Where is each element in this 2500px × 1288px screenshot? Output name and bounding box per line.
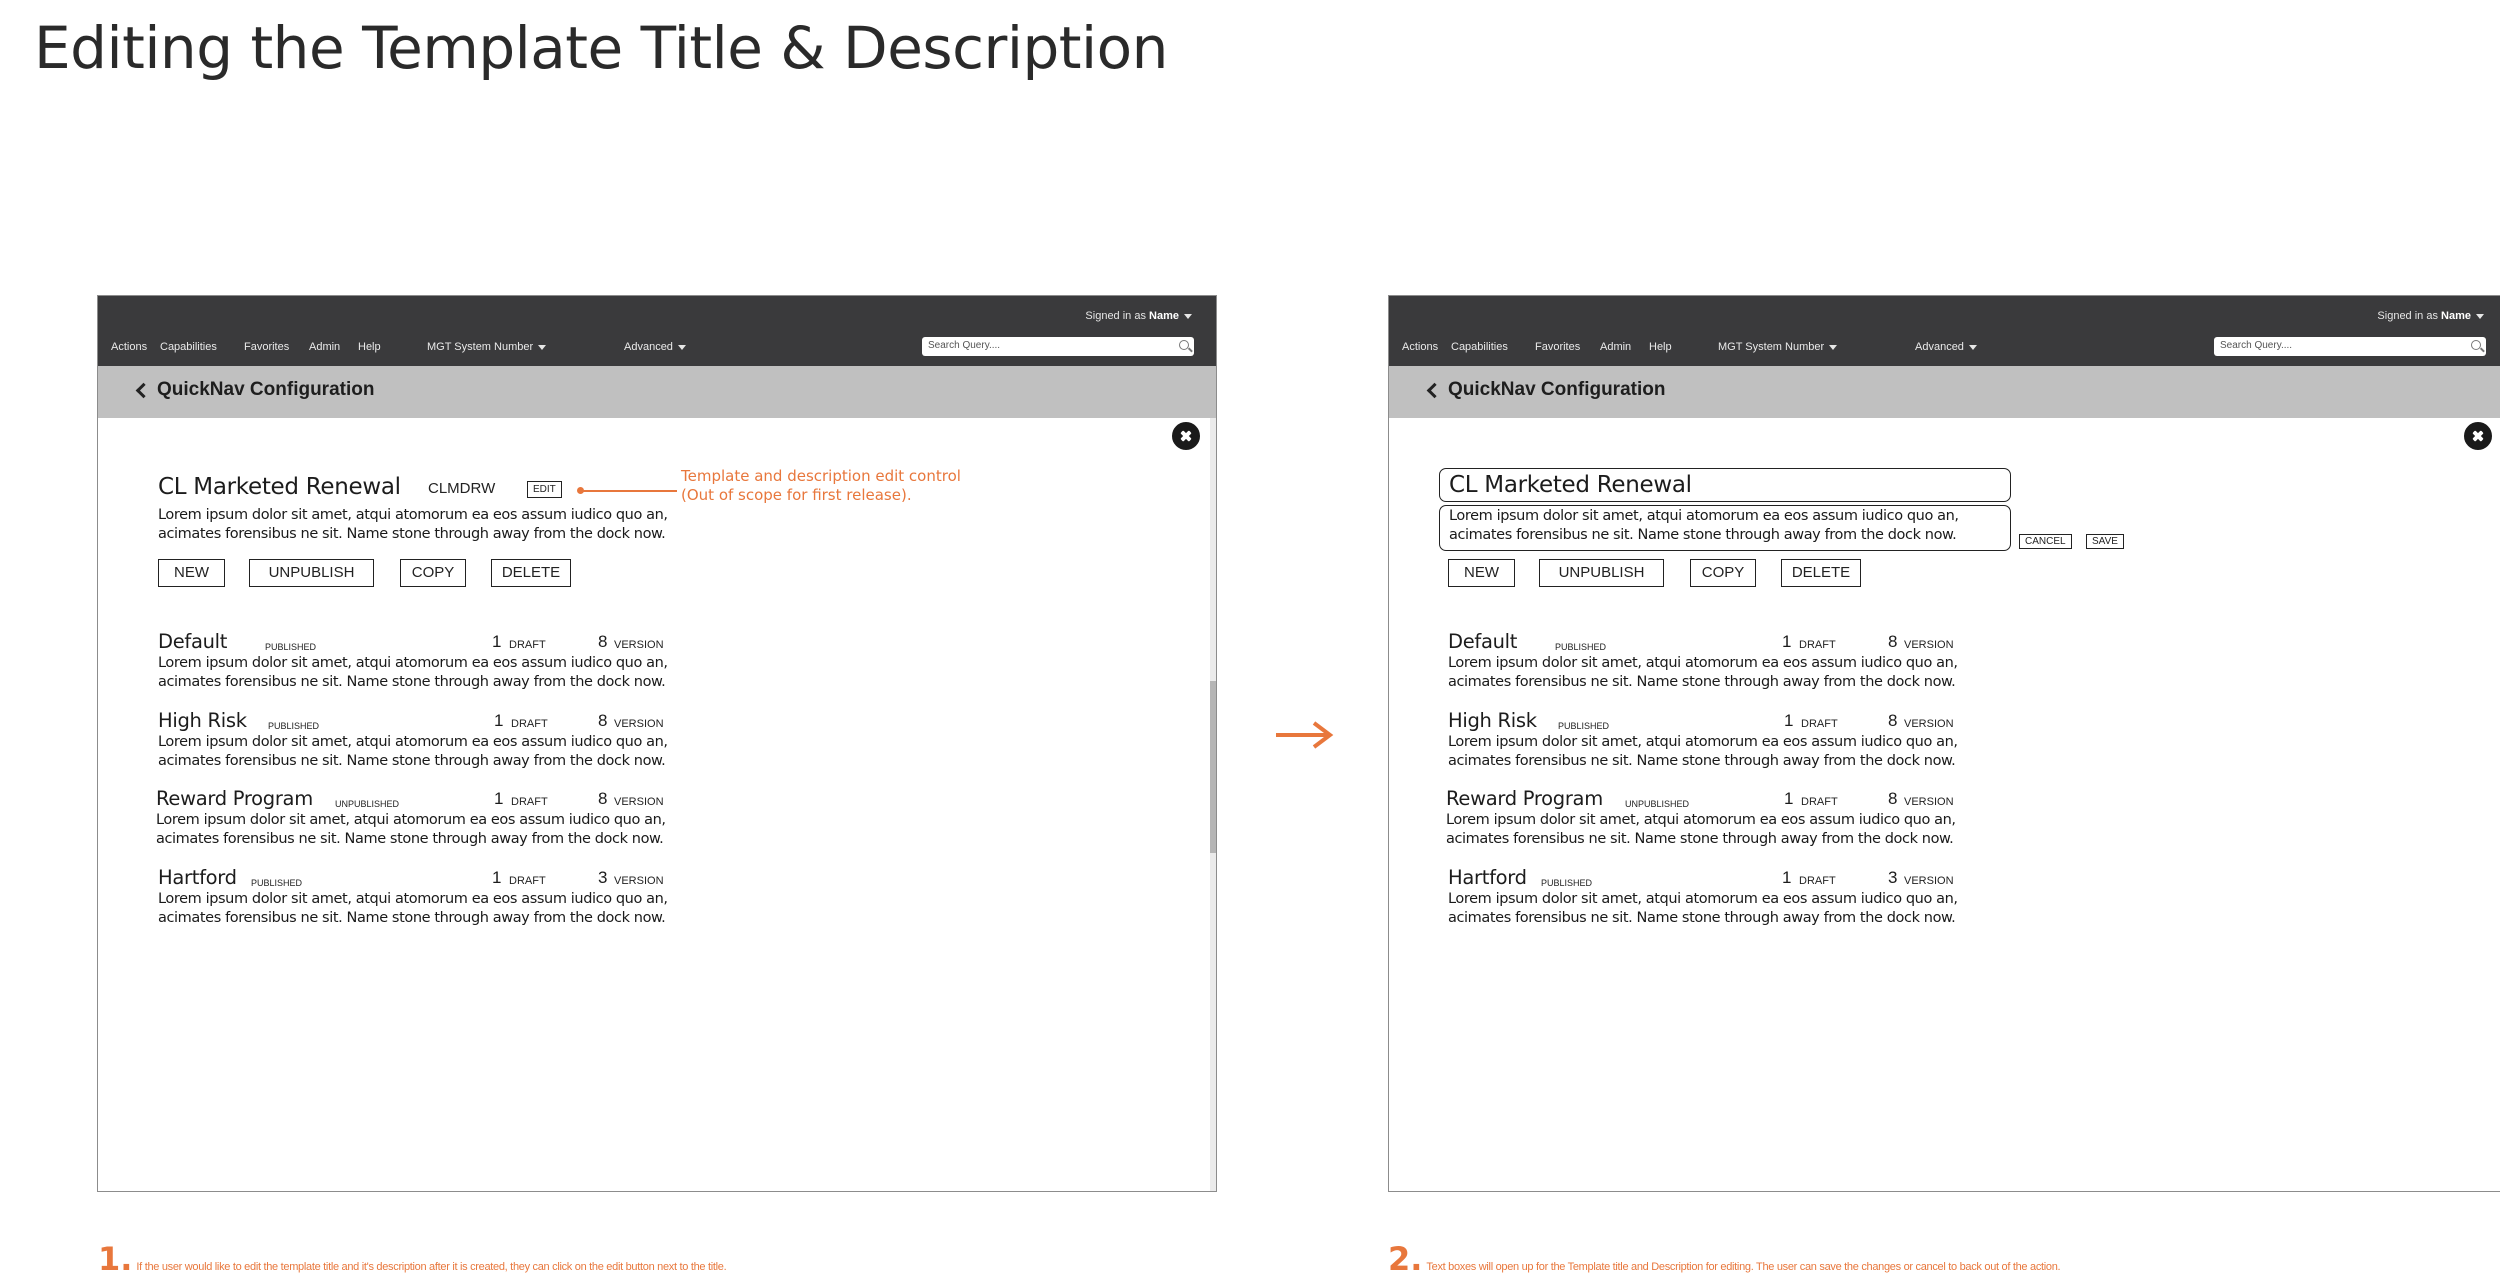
signed-in-prefix: Signed in as xyxy=(1085,310,1146,322)
description-edit-field[interactable] xyxy=(1439,505,2011,551)
row-name: High Risk xyxy=(1448,709,1537,732)
row-status: PUBLISHED xyxy=(251,878,303,888)
subbar-title: QuickNav Configuration xyxy=(1448,379,1666,400)
search-input[interactable] xyxy=(2214,337,2486,356)
search-icon[interactable] xyxy=(1179,340,1189,350)
step-number: 1. xyxy=(98,1240,133,1278)
back-chevron-icon[interactable] xyxy=(1427,383,1443,399)
row-name: Hartford xyxy=(1448,866,1527,889)
page-title: Editing the Template Title & Description xyxy=(34,14,1168,82)
row-status: PUBLISHED xyxy=(265,642,317,652)
row-draft-label: DRAFT xyxy=(511,796,548,808)
caret-down-icon xyxy=(2476,314,2484,319)
subbar-title: QuickNav Configuration xyxy=(157,379,375,400)
row-draft-label: DRAFT xyxy=(1799,639,1836,651)
save-button[interactable]: SAVE xyxy=(2086,534,2124,549)
row-status: PUBLISHED xyxy=(1541,878,1593,888)
annotation-text xyxy=(681,467,961,505)
row-name: Default xyxy=(1448,630,1518,653)
row-description: Lorem ipsum dolor sit amet, atqui atomorum ea eos assum iudico quo an, acimates forensibus ne sit. Name stone through away from the dock now. xyxy=(158,891,668,926)
annotation-line-2: (Out of scope for first release). xyxy=(681,486,912,504)
screen-edit-mode xyxy=(1388,295,2500,1192)
row-draft-count: 1 xyxy=(492,632,502,651)
row-draft-count: 1 xyxy=(494,789,504,808)
row-version-label: VERSION xyxy=(1904,796,1954,808)
signed-in-menu[interactable] xyxy=(2377,310,2484,322)
delete-button[interactable]: DELETE xyxy=(491,559,571,587)
step-number: 2. xyxy=(1388,1240,1423,1278)
row-status: PUBLISHED xyxy=(1555,642,1607,652)
nav-actions[interactable]: Actions xyxy=(1402,341,1439,353)
template-code: CLMDRW xyxy=(428,480,496,497)
signed-in-name: Name xyxy=(1149,310,1179,322)
close-circle-icon[interactable] xyxy=(2464,422,2492,450)
top-nav-bar xyxy=(98,296,1216,366)
unpublish-button[interactable]: UNPUBLISH xyxy=(249,559,374,587)
delete-button[interactable]: DELETE xyxy=(1781,559,1861,587)
search-placeholder: Search Query.... xyxy=(2220,340,2293,351)
row-name: Default xyxy=(158,630,228,653)
new-button[interactable]: NEW xyxy=(158,559,225,587)
sub-header xyxy=(1389,366,2500,418)
row-draft-count: 1 xyxy=(1782,868,1792,887)
nav-admin[interactable]: Admin xyxy=(309,341,341,353)
nav-mgt-label: MGT System Number xyxy=(427,341,534,353)
top-nav-bar xyxy=(1389,296,2500,366)
row-version-label: VERSION xyxy=(614,718,664,730)
row-draft-label: DRAFT xyxy=(509,875,546,887)
step-text: Text boxes will open up for the Template title and Description for editing. The user can save the changes or cancel to back out of the action. xyxy=(1426,1261,2061,1273)
row-version-count: 8 xyxy=(1888,632,1898,651)
caret-down-icon xyxy=(678,345,686,350)
nav-help[interactable]: Help xyxy=(1649,341,1672,353)
nav-mgt-system-number[interactable] xyxy=(1718,341,1837,353)
nav-mgt-label: MGT System Number xyxy=(1718,341,1825,353)
title-edit-value: CL Marketed Renewal xyxy=(1449,472,1692,498)
nav-advanced[interactable] xyxy=(624,341,686,353)
row-draft-count: 1 xyxy=(1782,632,1792,651)
row-description: Lorem ipsum dolor sit amet, atqui atomorum ea eos assum iudico quo an, acimates forensibus ne sit. Name stone through away from the dock now. xyxy=(158,655,668,690)
signed-in-prefix: Signed in as xyxy=(2377,310,2438,322)
row-name: High Risk xyxy=(158,709,247,732)
row-status: UNPUBLISHED xyxy=(1625,799,1690,809)
caret-down-icon xyxy=(1829,345,1837,350)
row-draft-label: DRAFT xyxy=(511,718,548,730)
row-version-label: VERSION xyxy=(1904,639,1954,651)
row-version-count: 8 xyxy=(598,789,608,808)
unpublish-button[interactable]: UNPUBLISH xyxy=(1539,559,1664,587)
close-circle-icon[interactable] xyxy=(1172,422,1200,450)
nav-capabilities[interactable]: Capabilities xyxy=(160,341,217,353)
row-description: Lorem ipsum dolor sit amet, atqui atomorum ea eos assum iudico quo an, acimates forensibus ne sit. Name stone through away from the dock now. xyxy=(1448,655,1958,690)
row-name: Reward Program xyxy=(156,787,313,810)
scroll-thumb[interactable] xyxy=(1210,681,1216,853)
row-version-label: VERSION xyxy=(1904,718,1954,730)
nav-help[interactable]: Help xyxy=(358,341,381,353)
row-description: Lorem ipsum dolor sit amet, atqui atomorum ea eos assum iudico quo an, acimates forensibus ne sit. Name stone through away from the dock now. xyxy=(1448,891,1958,926)
scrollbar[interactable] xyxy=(1210,418,1216,1191)
row-description: Lorem ipsum dolor sit amet, atqui atomorum ea eos assum iudico quo an, acimates forensibus ne sit. Name stone through away from the dock now. xyxy=(158,734,668,769)
signed-in-name: Name xyxy=(2441,310,2471,322)
row-draft-count: 1 xyxy=(1784,789,1794,808)
annotation-line-1: Template and description edit control xyxy=(681,467,961,485)
row-version-count: 3 xyxy=(598,868,608,887)
row-draft-label: DRAFT xyxy=(1801,796,1838,808)
row-name: Hartford xyxy=(158,866,237,889)
copy-button[interactable]: COPY xyxy=(1690,559,1756,587)
edit-button[interactable]: EDIT xyxy=(527,481,562,498)
row-version-label: VERSION xyxy=(614,796,664,808)
signed-in-menu[interactable] xyxy=(1085,310,1192,322)
row-status: UNPUBLISHED xyxy=(335,799,400,809)
row-name: Reward Program xyxy=(1446,787,1603,810)
row-version-label: VERSION xyxy=(1904,875,1954,887)
step-1-caption xyxy=(98,1240,726,1278)
caret-down-icon xyxy=(1184,314,1192,319)
nav-actions[interactable]: Actions xyxy=(111,341,148,353)
caret-down-icon xyxy=(538,345,546,350)
copy-button[interactable]: COPY xyxy=(400,559,466,587)
nav-mgt-system-number[interactable] xyxy=(427,341,546,353)
row-version-count: 8 xyxy=(598,632,608,651)
cancel-button[interactable]: CANCEL xyxy=(2019,534,2072,549)
nav-favorites[interactable]: Favorites xyxy=(244,341,290,353)
caret-down-icon xyxy=(1969,345,1977,350)
row-status: PUBLISHED xyxy=(268,721,320,731)
template-title: CL Marketed Renewal xyxy=(158,474,401,500)
row-draft-count: 1 xyxy=(492,868,502,887)
row-version-label: VERSION xyxy=(614,639,664,651)
step-text: If the user would like to edit the template title and it's description after it is created, they can click on the edit button next to the title. xyxy=(136,1261,727,1273)
description-edit-value: Lorem ipsum dolor sit amet, atqui atomorum ea eos assum iudico quo an, acimates forensibus ne sit. Name stone through away from the dock now. xyxy=(1449,508,1959,543)
nav-advanced[interactable] xyxy=(1915,341,1977,353)
template-description: Lorem ipsum dolor sit amet, atqui atomorum ea eos assum iudico quo an, acimates forensibus ne sit. Name stone through away from the dock now. xyxy=(158,507,668,542)
row-draft-label: DRAFT xyxy=(1799,875,1836,887)
new-button[interactable]: NEW xyxy=(1448,559,1515,587)
screen-view-mode xyxy=(97,295,1217,1192)
row-description: Lorem ipsum dolor sit amet, atqui atomorum ea eos assum iudico quo an, acimates forensibus ne sit. Name stone through away from the dock now. xyxy=(1446,812,1956,847)
search-input[interactable] xyxy=(922,337,1194,356)
step-2-caption xyxy=(1388,1240,2060,1278)
nav-advanced-label: Advanced xyxy=(624,341,673,353)
row-draft-count: 1 xyxy=(494,711,504,730)
back-chevron-icon[interactable] xyxy=(136,383,152,399)
search-icon[interactable] xyxy=(2471,340,2481,350)
annotation-line xyxy=(582,490,677,492)
row-draft-label: DRAFT xyxy=(1801,718,1838,730)
row-version-count: 3 xyxy=(1888,868,1898,887)
row-version-count: 8 xyxy=(598,711,608,730)
sub-header xyxy=(98,366,1216,418)
row-description: Lorem ipsum dolor sit amet, atqui atomorum ea eos assum iudico quo an, acimates forensibus ne sit. Name stone through away from the dock now. xyxy=(156,812,666,847)
row-version-count: 8 xyxy=(1888,711,1898,730)
search-placeholder: Search Query.... xyxy=(928,340,1001,351)
nav-favorites[interactable]: Favorites xyxy=(1535,341,1581,353)
row-draft-count: 1 xyxy=(1784,711,1794,730)
nav-advanced-label: Advanced xyxy=(1915,341,1964,353)
row-version-label: VERSION xyxy=(614,875,664,887)
row-version-count: 8 xyxy=(1888,789,1898,808)
row-description: Lorem ipsum dolor sit amet, atqui atomorum ea eos assum iudico quo an, acimates forensibus ne sit. Name stone through away from the dock now. xyxy=(1448,734,1958,769)
right-arrow-icon xyxy=(1274,720,1334,750)
row-draft-label: DRAFT xyxy=(509,639,546,651)
row-status: PUBLISHED xyxy=(1558,721,1610,731)
nav-capabilities[interactable]: Capabilities xyxy=(1451,341,1508,353)
title-edit-field[interactable] xyxy=(1439,468,2011,502)
nav-admin[interactable]: Admin xyxy=(1600,341,1632,353)
